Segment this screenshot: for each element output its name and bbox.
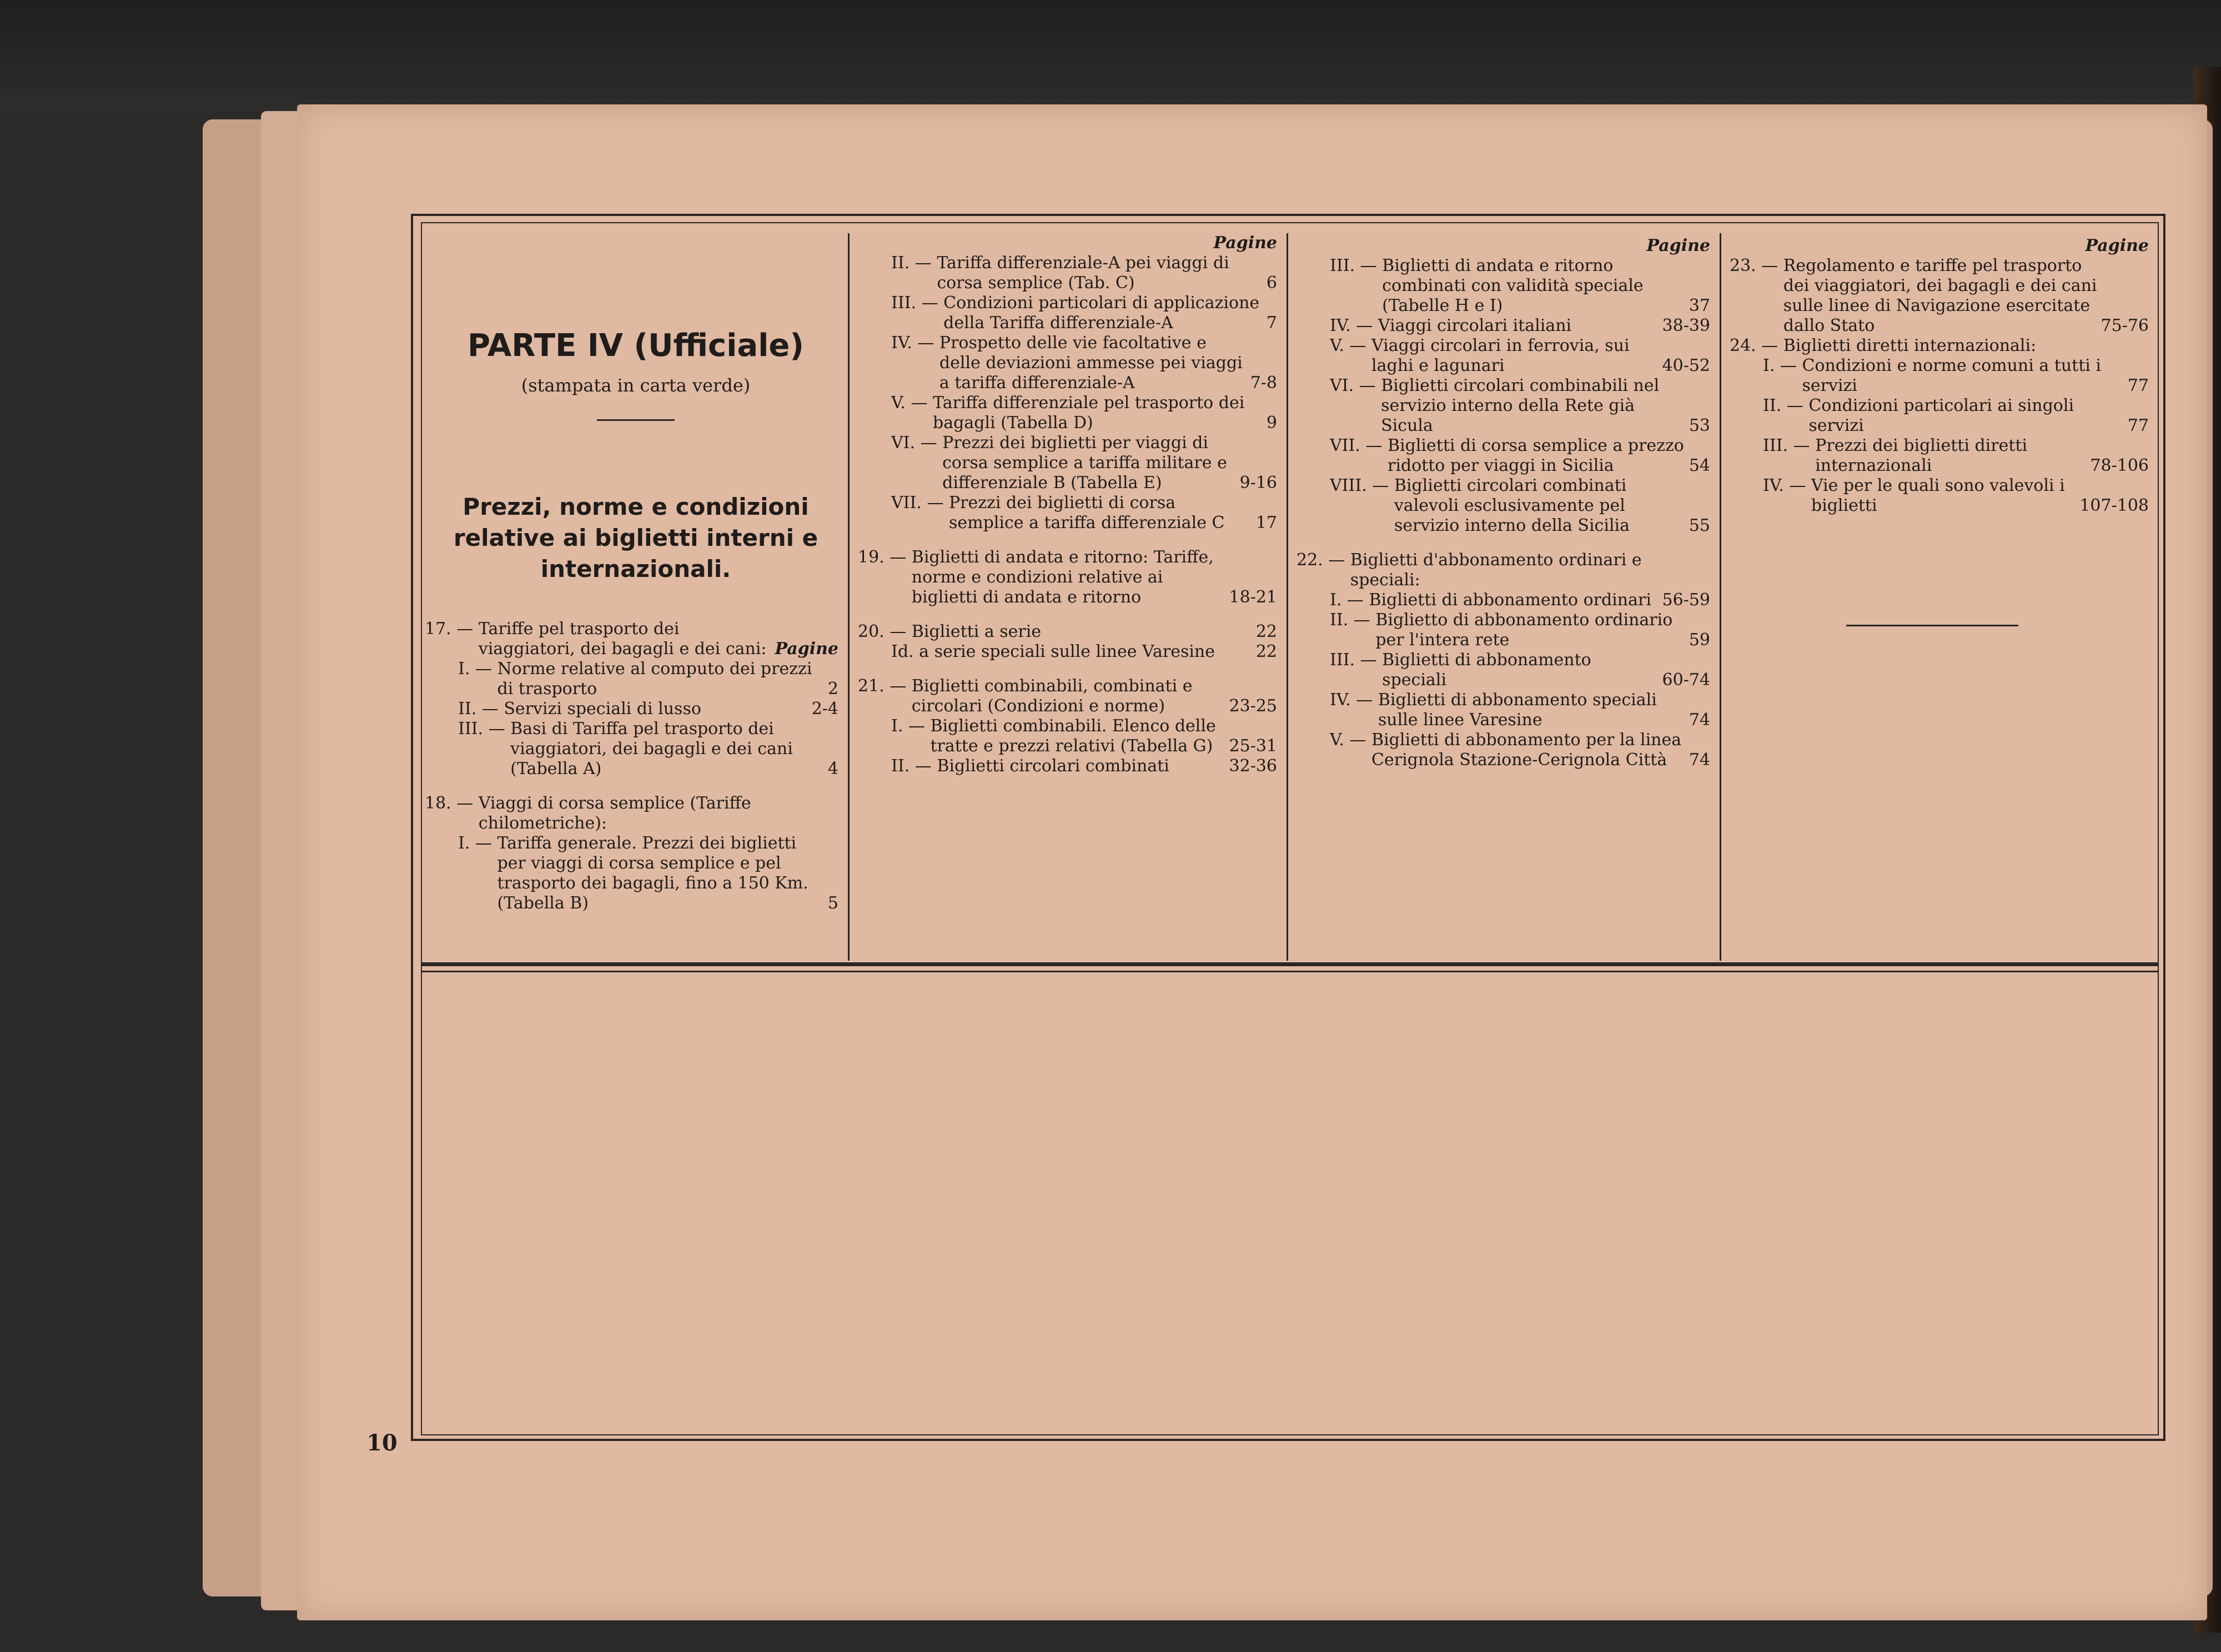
entry-number: V. — (891, 393, 933, 413)
entry-number: III. — (458, 719, 511, 739)
entry-page: 53 (1689, 416, 1710, 435)
entry-number: II. — (458, 699, 504, 719)
entry-page: 74 (1689, 750, 1710, 770)
index-entry (1730, 256, 2149, 336)
background (0, 0, 2221, 111)
index-entry (425, 659, 838, 699)
entry-page: 5 (827, 893, 838, 913)
index-entry (1297, 730, 1710, 770)
entry-number: V. — (1330, 730, 1372, 750)
entry-page: 37 (1689, 296, 1710, 315)
entry-text: Viaggi di corsa semplice (Tariffe chilometriche): (478, 794, 751, 833)
entry-text: Viaggi circolari in ferrovia, sui laghi e lagunari (1371, 336, 1630, 375)
entry-number: II. — (891, 253, 937, 273)
index-entry (858, 716, 1277, 756)
entry-page: 9 (1266, 413, 1277, 433)
index-entry (425, 833, 838, 913)
entry-text: Viaggi circolari italiani (1378, 316, 1572, 335)
entry-text: Servizi speciali di lusso (504, 699, 701, 719)
index-entry (858, 676, 1277, 716)
index-bottom-rule-thin (421, 971, 2159, 972)
entry-number: I. — (1330, 590, 1369, 610)
entry-number: 24. — (1730, 336, 1783, 355)
entry-page: 56-59 (1662, 590, 1710, 610)
entry-text: Condizioni particolari ai singoli servizi (1808, 396, 2074, 435)
entry-number: 21. — (858, 676, 912, 696)
entry-number: VII. — (891, 493, 949, 513)
entry-text: Basi di Tariffa pel trasporto dei viaggiatori, dei bagagli e dei cani (Tabella A) (510, 719, 793, 779)
index-entry (858, 393, 1277, 433)
entry-text: Vie per le quali sono valevoli i biglietti (1811, 476, 2065, 515)
entry-text: Biglietti circolari combinabili nel servizio interno della Rete già Sicula (1381, 376, 1660, 435)
entry-page: 22 (1255, 642, 1277, 661)
index-entry (1297, 316, 1710, 336)
index-entry (425, 699, 838, 719)
entry-page: 9-16 (1239, 473, 1277, 493)
entry-text: Biglietti diretti internazionali: (1783, 336, 2037, 355)
entry-text: Biglietti combinabili. Elenco delle tratte e prezzi relativi (Tabella G) (930, 716, 1216, 756)
index-entry (1297, 476, 1710, 536)
entry-page: 55 (1689, 516, 1710, 535)
index-entry (858, 756, 1277, 776)
index-entry (1297, 550, 1710, 590)
entry-number: VIII. — (1330, 476, 1394, 495)
entry-page: 38-39 (1662, 316, 1710, 335)
entry-text: Biglietti combinabili, combinati e circolari (Condizioni e norme) (911, 676, 1193, 716)
entry-number: III. — (1330, 256, 1383, 275)
index-entry (1297, 336, 1710, 376)
entry-text: Biglietti di abbonamento ordinari (1369, 590, 1651, 610)
entry-text: Biglietti di corsa semplice a prezzo ridotto per viaggi in Sicilia (1387, 436, 1684, 475)
entry-text: Biglietti di andata e ritorno: Tariffe, norme e condizioni relative ai biglietti di andata e ritorno (911, 548, 1214, 607)
entry-page: 6 (1266, 273, 1277, 293)
entry-text: Condizioni e norme comuni a tutti i servizi (1802, 356, 2101, 395)
entry-number: 19. — (858, 548, 912, 567)
entry-number: 22. — (1297, 550, 1350, 570)
entry-page: 107-108 (2079, 496, 2149, 515)
entry-number: V. — (1330, 336, 1372, 355)
entry-number: IV. — (1330, 316, 1378, 335)
index-entry (1730, 396, 2149, 436)
entry-number: III. — (1763, 436, 1816, 455)
index-entry (1297, 590, 1710, 610)
index-entry (1297, 256, 1710, 316)
entry-number: II. — (1763, 396, 1809, 415)
index-entry (1297, 650, 1710, 690)
entry-text: a serie speciali sulle linee Varesine (919, 642, 1215, 661)
index-entry (858, 622, 1277, 642)
index-entry (425, 619, 838, 659)
entry-page: 78-106 (2090, 456, 2149, 475)
index-entry (1730, 336, 2149, 356)
entry-page: 54 (1689, 456, 1710, 475)
entry-text: Prezzi dei biglietti per viaggi di corsa semplice a tariffa militare e differenziale B (Tabella E) (942, 433, 1227, 493)
entry-number: 23. — (1730, 256, 1783, 275)
entry-page: 23-25 (1229, 696, 1277, 716)
entry-number: I. — (458, 659, 498, 679)
entry-text: Tariffe pel trasporto dei viaggiatori, dei bagagli e dei cani: (478, 619, 767, 659)
page-number: 10 (366, 1430, 398, 1456)
entry-number: III. — (891, 293, 944, 313)
pagine-header: Pagine (2085, 236, 2149, 255)
index-entry (858, 293, 1277, 333)
index-entry (1730, 436, 2149, 476)
part-description: Prezzi, norme e condizioni relative ai biglietti interni e internazionali. (453, 493, 818, 583)
entry-page: 18-21 (1229, 588, 1277, 607)
entry-page: 2-4 (811, 699, 838, 719)
index-entry (1297, 690, 1710, 730)
entry-number: II. — (1330, 610, 1376, 630)
index-entry (1730, 356, 2149, 396)
entry-page: 77 (2127, 416, 2149, 435)
index-column-2 (858, 233, 1277, 776)
entry-text: Tariffa differenziale-A pei viaggi di corsa semplice (Tab. C) (937, 253, 1229, 293)
entry-page: 75-76 (2101, 316, 2149, 335)
part-title: PARTE IV (Ufficiale) (468, 328, 804, 364)
entry-text: Regolamento e tariffe pel trasporto dei viaggiatori, dei bagagli e dei cani sulle linee di Navigazione esercitate dallo Stato (1783, 256, 2097, 335)
entry-page: 25-31 (1229, 736, 1277, 756)
index-entry (425, 794, 838, 833)
index-entry (858, 493, 1277, 533)
part-subtitle: (stampata in carta verde) (521, 375, 751, 396)
entry-number: I. — (891, 716, 931, 736)
column-divider (1287, 233, 1288, 961)
entry-text: Norme relative al computo dei prezzi di trasporto (497, 659, 812, 699)
entry-number: IV. — (1330, 690, 1378, 710)
index-entry (858, 433, 1277, 493)
entry-page: 32-36 (1229, 756, 1277, 776)
entry-text: Tariffa differenziale pel trasporto dei bagagli (Tabella D) (933, 393, 1245, 433)
entry-text: Prospetto delle vie facoltative e delle deviazioni ammesse pei viaggi a tariffa differenziale-A (939, 333, 1243, 393)
entry-text: Biglietti circolari combinati valevoli esclusivamente pel servizio interno della Sicilia (1394, 476, 1630, 535)
index-column-4 (1730, 236, 2149, 516)
entry-page: 60-74 (1662, 670, 1710, 690)
index-entry (858, 548, 1277, 607)
pagine-header: Pagine (1646, 236, 1710, 255)
entry-page: 7-8 (1250, 373, 1277, 393)
entry-text: Biglietto di abbonamento ordinario per l'intera rete (1375, 610, 1673, 650)
column-divider (1720, 233, 1721, 961)
entry-number: IV. — (891, 333, 939, 353)
title-separator (597, 419, 675, 421)
entry-number: 17. — (425, 619, 479, 639)
entry-number: II. — (891, 756, 937, 776)
entry-page: 74 (1689, 710, 1710, 730)
entry-page: 77 (2127, 376, 2149, 395)
index-entry (425, 719, 838, 779)
entry-number: IV. — (1763, 476, 1811, 495)
index-entry (1297, 436, 1710, 476)
end-separator (1846, 625, 2018, 626)
entry-text: Biglietti di abbonamento speciali (1382, 650, 1591, 690)
entry-text: Biglietti di abbonamento speciali sulle linee Varesine (1378, 690, 1657, 730)
entry-number: I. — (1763, 356, 1802, 375)
index-entry (1297, 610, 1710, 650)
entry-number: VI. — (891, 433, 943, 453)
index-entry (858, 253, 1277, 293)
entry-text: Prezzi dei biglietti di corsa semplice a tariffa differenziale C (948, 493, 1225, 533)
entry-text: Prezzi dei biglietti diretti internazionali (1815, 436, 2028, 475)
entry-text: Tariffa generale. Prezzi dei biglietti per viaggi di corsa semplice e pel trasporto dei bagagli, fino a 150 Km. (Tabella B) (497, 833, 808, 913)
entry-number: VII. — (1330, 436, 1388, 455)
pagine-header: Pagine (1213, 233, 1277, 253)
entry-page: Pagine (775, 639, 838, 659)
entry-page: 4 (827, 759, 838, 779)
entry-page: 7 (1266, 313, 1277, 333)
index-entry (858, 333, 1277, 393)
index-bottom-rule (421, 962, 2159, 966)
index-entry (1297, 376, 1710, 436)
entry-text: Condizioni particolari di applicazione della Tariffa differenziale-A (943, 293, 1260, 333)
entry-text: Biglietti circolari combinati (937, 756, 1169, 776)
entry-text: Biglietti d'abbonamento ordinari e speciali: (1350, 550, 1642, 590)
entry-number: 20. — (858, 622, 912, 641)
entry-page: 40-52 (1662, 356, 1710, 375)
entry-page: 2 (827, 679, 838, 699)
entry-number: 18. — (425, 794, 479, 813)
index-entry (1730, 476, 2149, 516)
entry-page: 22 (1255, 622, 1277, 641)
index-entry (858, 642, 1277, 662)
entry-number: III. — (1330, 650, 1383, 670)
entry-text: Biglietti di andata e ritorno combinati con validità speciale (Tabelle H e I) (1382, 256, 1644, 315)
entry-number: I. — (458, 833, 498, 853)
entry-page: 17 (1255, 513, 1277, 533)
entry-text: Biglietti a serie (911, 622, 1042, 641)
entry-text: Biglietti di abbonamento per la linea Cerignola Stazione-Cerignola Città (1371, 730, 1682, 770)
index-column-1 (425, 619, 838, 913)
entry-number: Id. (891, 642, 919, 661)
entry-number: VI. — (1330, 376, 1381, 395)
entry-page: 59 (1689, 630, 1710, 650)
index-column-3 (1297, 236, 1710, 770)
